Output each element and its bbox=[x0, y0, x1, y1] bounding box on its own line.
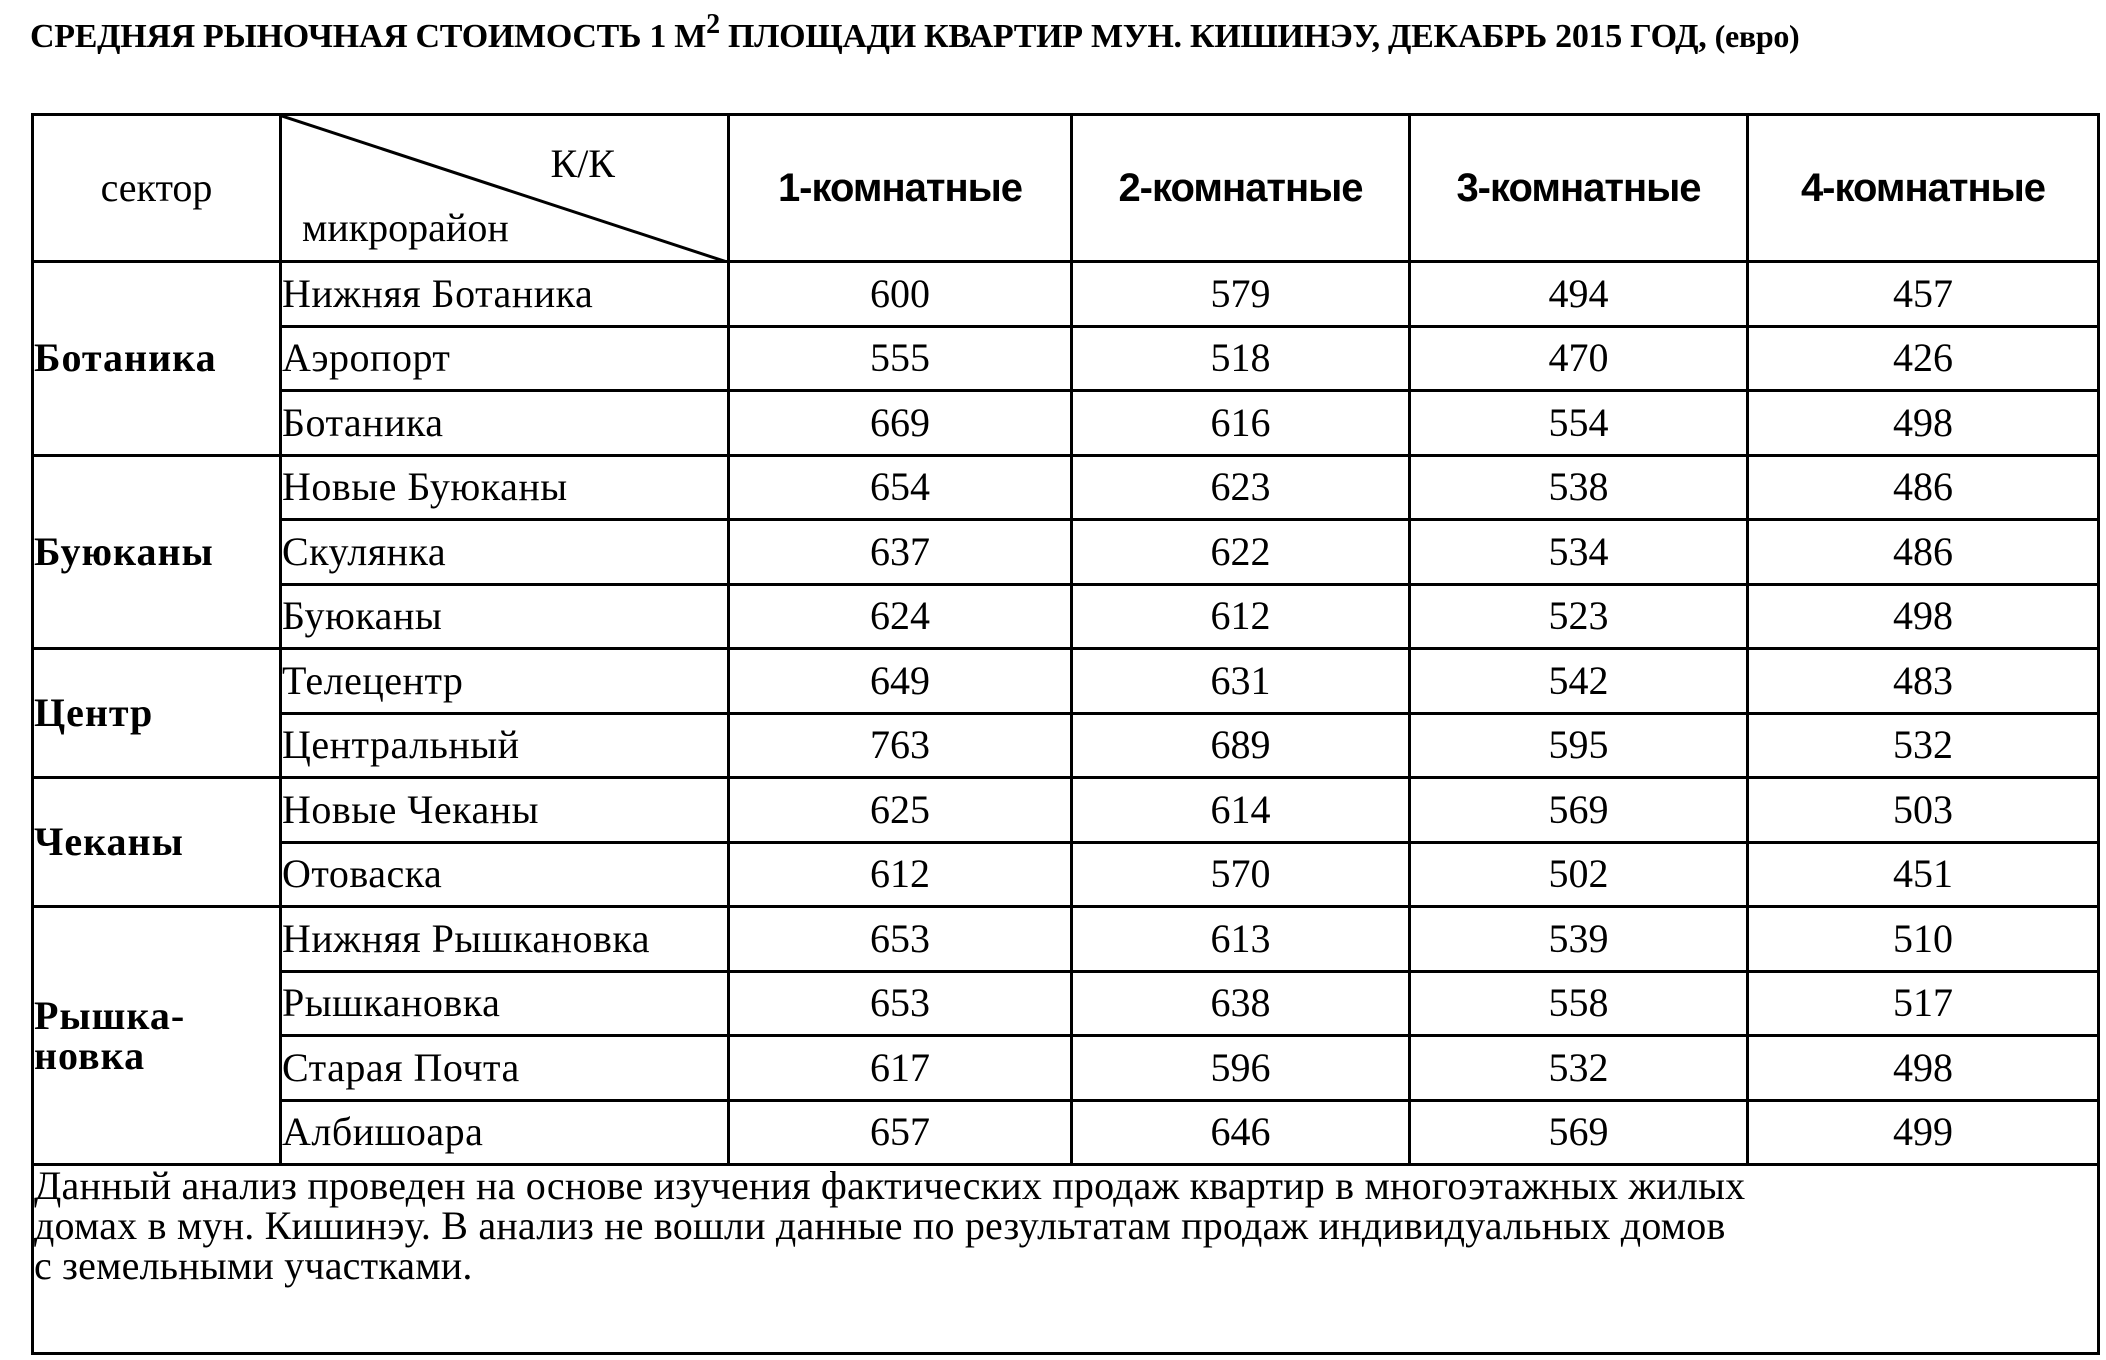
price-cell-2-room: 570 bbox=[1072, 842, 1410, 907]
price-cell-4-room: 483 bbox=[1748, 649, 2099, 714]
price-cell-2-room: 616 bbox=[1072, 391, 1410, 456]
price-cell-2-room: 638 bbox=[1072, 971, 1410, 1036]
price-cell-3-room: 542 bbox=[1410, 649, 1748, 714]
price-cell-1-room: 763 bbox=[729, 713, 1072, 778]
sector-name: Ботаника bbox=[34, 335, 217, 381]
price-cell-2-room: 613 bbox=[1072, 907, 1410, 972]
district-name: Отоваска bbox=[281, 842, 729, 907]
district-name: Старая Почта bbox=[281, 1036, 729, 1101]
price-cell-3-room: 502 bbox=[1410, 842, 1748, 907]
price-cell-3-room: 569 bbox=[1410, 1100, 1748, 1165]
price-cell-3-room: 569 bbox=[1410, 778, 1748, 843]
district-name: Нижняя Ботаника bbox=[281, 262, 729, 327]
district-name: Ботаника bbox=[281, 391, 729, 456]
sector-name: Рышка- bbox=[34, 992, 186, 1038]
table-row bbox=[33, 520, 2099, 585]
price-cell-1-room: 654 bbox=[729, 455, 1072, 520]
table-row bbox=[33, 649, 2099, 714]
table-row bbox=[33, 713, 2099, 778]
price-cell-2-room: 646 bbox=[1072, 1100, 1410, 1165]
price-cell-1-room: 669 bbox=[729, 391, 1072, 456]
header-district-label: микрорайон bbox=[302, 205, 509, 250]
header-col-4: 4-комнатные bbox=[1748, 115, 2099, 262]
sector-name: Чеканы bbox=[34, 819, 184, 864]
price-cell-3-room: 539 bbox=[1410, 907, 1748, 972]
price-cell-3-room: 470 bbox=[1410, 326, 1748, 391]
table-row bbox=[33, 455, 2099, 520]
district-name: Новые Буюканы bbox=[281, 455, 729, 520]
table-row bbox=[33, 391, 2099, 456]
sector-cell bbox=[33, 649, 281, 778]
price-cell-4-room: 457 bbox=[1748, 262, 2099, 327]
title-text-part1: СРЕДНЯЯ РЫНОЧНАЯ СТОИМОСТЬ 1 М bbox=[30, 18, 707, 55]
document-title bbox=[30, 9, 2090, 56]
footnote-line: домах в мун. Кишинэу. В анализ не вошли данные по результатам продаж индивидуальных домов bbox=[34, 1203, 1726, 1248]
price-cell-1-room: 657 bbox=[729, 1100, 1072, 1165]
price-cell-2-room: 623 bbox=[1072, 455, 1410, 520]
title-text-part2: ПЛОЩАДИ КВАРТИР МУН. КИШИНЭУ, ДЕКАБРЬ 2015 ГОД, bbox=[719, 18, 1715, 55]
header-col-3: 3-комнатные bbox=[1410, 115, 1748, 262]
price-cell-4-room: 486 bbox=[1748, 520, 2099, 585]
price-cell-3-room: 538 bbox=[1410, 455, 1748, 520]
price-cell-3-room: 532 bbox=[1410, 1036, 1748, 1101]
sector-name: Центр bbox=[34, 690, 154, 735]
district-name: Буюканы bbox=[281, 584, 729, 649]
price-cell-1-room: 649 bbox=[729, 649, 1072, 714]
district-name: Телецентр bbox=[281, 649, 729, 714]
price-cell-4-room: 498 bbox=[1748, 1036, 2099, 1101]
price-cell-3-room: 534 bbox=[1410, 520, 1748, 585]
district-name: Албишоара bbox=[281, 1100, 729, 1165]
price-cell-3-room: 595 bbox=[1410, 713, 1748, 778]
price-cell-1-room: 653 bbox=[729, 971, 1072, 1036]
header-col-2: 2-комнатные bbox=[1072, 115, 1410, 262]
footnote bbox=[33, 1165, 2099, 1354]
price-cell-3-room: 523 bbox=[1410, 584, 1748, 649]
price-cell-4-room: 498 bbox=[1748, 584, 2099, 649]
sector-cell bbox=[33, 455, 281, 649]
table-row bbox=[33, 842, 2099, 907]
title-unit: (евро) bbox=[1714, 18, 1800, 54]
table-row bbox=[33, 584, 2099, 649]
price-cell-3-room: 494 bbox=[1410, 262, 1748, 327]
table-row bbox=[33, 907, 2099, 972]
district-name: Центральный bbox=[281, 713, 729, 778]
note-row bbox=[33, 1165, 2099, 1354]
price-cell-2-room: 518 bbox=[1072, 326, 1410, 391]
table-row bbox=[33, 1100, 2099, 1165]
district-name: Аэропорт bbox=[281, 326, 729, 391]
price-cell-3-room: 558 bbox=[1410, 971, 1748, 1036]
sector-cell bbox=[33, 907, 281, 1165]
price-cell-4-room: 510 bbox=[1748, 907, 2099, 972]
table-row bbox=[33, 262, 2099, 327]
header-row bbox=[33, 115, 2099, 262]
price-cell-2-room: 614 bbox=[1072, 778, 1410, 843]
district-name: Новые Чеканы bbox=[281, 778, 729, 843]
price-cell-1-room: 625 bbox=[729, 778, 1072, 843]
table-row bbox=[33, 971, 2099, 1036]
price-cell-4-room: 517 bbox=[1748, 971, 2099, 1036]
table-row bbox=[33, 326, 2099, 391]
sector-name: новка bbox=[34, 1032, 146, 1078]
price-cell-2-room: 631 bbox=[1072, 649, 1410, 714]
price-cell-2-room: 612 bbox=[1072, 584, 1410, 649]
price-cell-3-room: 554 bbox=[1410, 391, 1748, 456]
price-table bbox=[31, 113, 2100, 1355]
header-sector: сектор bbox=[33, 115, 281, 262]
price-cell-1-room: 637 bbox=[729, 520, 1072, 585]
price-cell-1-room: 612 bbox=[729, 842, 1072, 907]
price-cell-4-room: 499 bbox=[1748, 1100, 2099, 1165]
sector-cell bbox=[33, 778, 281, 907]
footnote-line: с земельными участками. bbox=[34, 1243, 473, 1288]
price-cell-1-room: 600 bbox=[729, 262, 1072, 327]
table-row bbox=[33, 1036, 2099, 1101]
price-cell-4-room: 486 bbox=[1748, 455, 2099, 520]
sector-cell bbox=[33, 262, 281, 456]
header-corner-cell bbox=[281, 115, 729, 262]
district-name: Скулянка bbox=[281, 520, 729, 585]
price-cell-2-room: 689 bbox=[1072, 713, 1410, 778]
header-col-1: 1-комнатные bbox=[729, 115, 1072, 262]
price-cell-4-room: 498 bbox=[1748, 391, 2099, 456]
price-cell-4-room: 532 bbox=[1748, 713, 2099, 778]
sector-name: Буюканы bbox=[34, 528, 214, 574]
price-cell-4-room: 426 bbox=[1748, 326, 2099, 391]
title-superscript: 2 bbox=[706, 9, 720, 40]
price-cell-1-room: 617 bbox=[729, 1036, 1072, 1101]
district-name: Рышкановка bbox=[281, 971, 729, 1036]
price-cell-4-room: 503 bbox=[1748, 778, 2099, 843]
price-cell-2-room: 622 bbox=[1072, 520, 1410, 585]
table-row bbox=[33, 778, 2099, 843]
district-name: Нижняя Рышкановка bbox=[281, 907, 729, 972]
price-cell-2-room: 596 bbox=[1072, 1036, 1410, 1101]
price-cell-1-room: 555 bbox=[729, 326, 1072, 391]
price-cell-4-room: 451 bbox=[1748, 842, 2099, 907]
price-cell-1-room: 653 bbox=[729, 907, 1072, 972]
price-cell-2-room: 579 bbox=[1072, 262, 1410, 327]
footnote-line: Данный анализ проведен на основе изучения фактических продаж квартир в многоэтажных жилых bbox=[34, 1163, 1746, 1208]
header-rooms-label: К/К bbox=[550, 141, 615, 186]
price-cell-1-room: 624 bbox=[729, 584, 1072, 649]
